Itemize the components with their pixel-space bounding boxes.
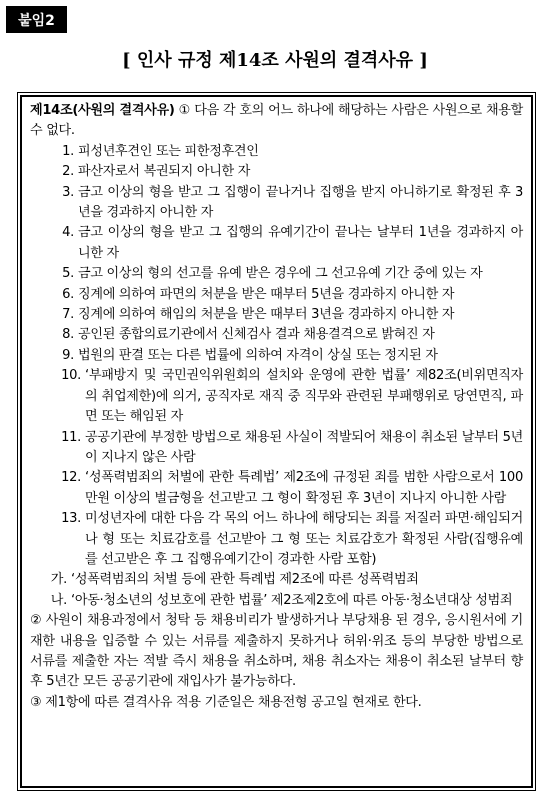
list-item: 2. 파산자로서 복권되지 아니한 자 (62, 164, 251, 180)
list-item: 6. 징계에 의하여 파면의 처분을 받은 때부터 5년을 경과하지 아니한 자 (62, 286, 455, 302)
article-heading: 제14조(사원의 결격사유) (30, 103, 175, 118)
list-item: 5. 금고 이상의 형의 선고를 유예 받은 경우에 그 선고유예 기간 중에 있는 자 (62, 266, 483, 282)
list-item: 3. 금고 이상의 형을 받고 그 집행이 끝나거나 집행을 받지 아니하기로 확정된 후 3년을 경과하지 아니한 자 (62, 184, 523, 221)
article-box (20, 95, 533, 788)
list-item: 1. 피성년후견인 또는 피한정후견인 (62, 143, 259, 159)
article-paragraph-2: ② 사원이 채용과정에서 청탁 등 채용비리가 발생하거나 부당채용 된 경우, 응시원서에 기재한 내용을 입증할 수 있는 서류를 제출하지 못하거나 허위·위조 등의 부당한 방법으로 서류를 제출한 자는 적발 즉시 채용을 취소하며, 채용 취소자는 채용이 취소된 날부터 향후 5년간 모든 공공기관에 재입사가 불가능하다. (30, 613, 523, 690)
article-paragraph-3: ③ 제1항에 따른 결격사유 적용 기준일은 채용전형 공고일 현재로 한다. (30, 694, 422, 710)
sub-list-item: 가. ‘성폭력범죄의 처벌 등에 관한 특례법 제2조에 따른 성폭력범죄 (50, 572, 419, 588)
list-item: 13. 미성년자에 대한 다음 각 목의 어느 하나에 해당되는 죄를 저질러 파면·해임되거나 형 또는 치료감호를 선고받아 그 형 또는 치료감호가 확정된 사람(집행유예를 선고받은 후 그 집행유예기간이 경과한 사람 포함) (61, 511, 523, 567)
list-item: 12. ‘성폭력범죄의 처벌에 관한 특례법’ 제2조에 규정된 죄를 범한 사람으로서 100만원 이상의 벌금형을 선고받고 그 형이 확정된 후 3년이 지나지 아니한 사람 (61, 470, 523, 506)
list-item: 8. 공인된 종합의료기관에서 신체검사 결과 채용결격으로 밝혀진 자 (62, 327, 435, 343)
list-item: 9. 법원의 판결 또는 다른 법률에 의하여 자격이 상실 또는 정지된 자 (62, 347, 438, 363)
page-title: [ 인사 규정 제14조 사원의 결격사유 ] (122, 50, 428, 71)
sub-list-item: 나. ‘아동·청소년의 성보호에 관한 법률’ 제2조제2호에 따른 아동·청소년대상 성범죄 (50, 592, 513, 608)
list-item: 4. 금고 이상의 형을 받고 그 집행의 유예기간이 끝나는 날부터 1년을 경과하지 아니한 자 (62, 225, 523, 261)
list-item: 11. 공공기관에 부정한 방법으로 채용된 사실이 적발되어 채용이 취소된 날부터 5년이 지나지 않은 사람 (61, 429, 523, 465)
attachment-badge: 붙임2 (6, 6, 67, 33)
list-item: 7. 징계에 의하여 해임의 처분을 받은 때부터 3년을 경과하지 아니한 자 (62, 307, 455, 323)
article-intro-text: ① 다음 각 호의 어느 하나에 해당하는 사람은 사원으로 채용할 수 없다. (30, 103, 523, 139)
list-item: 10. ‘부패방지 및 국민권익위원회의 설치와 운영에 관한 법률’ 제82조(비위면직자의 취업제한)에 의거, 공직자로 재직 중 직무와 관련된 부패행위로 당연면직, 파면 또는 해임된 자 (61, 368, 523, 425)
article-intro (30, 101, 523, 142)
